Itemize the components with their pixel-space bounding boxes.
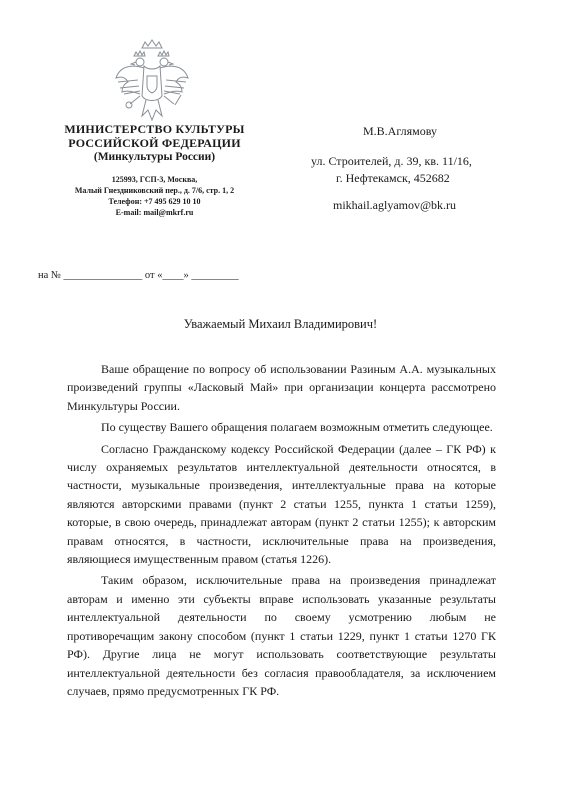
recipient-email: mikhail.aglyamov@bk.ru [333, 198, 457, 212]
recipient-name: М.В.Аглямову [363, 124, 438, 138]
ministry-email: E-mail: mail@mkrf.ru [115, 208, 194, 217]
body-paragraph-1: Ваше обращение по вопросу об использовании Разиным А.А. музыкальных произведений группы «Ласковый Май» при организации концерта рассмотрено Минкультуры России. [67, 362, 496, 413]
ministry-name-line2: РОССИЙСКОЙ ФЕДЕРАЦИИ [68, 136, 241, 150]
ministry-name-line1: МИНИСТЕРСТВО КУЛЬТУРЫ [64, 122, 245, 136]
ministry-address-line2: Малый Гнездниковский пер., д. 7/6, стр. 1, 2 [74, 186, 235, 195]
body-paragraph-2: По существу Вашего обращения полагаем возможным отметить следующее. [101, 420, 493, 435]
recipient-address-line2: г. Нефтекамск, 452682 [336, 171, 450, 185]
ministry-phone: Телефон: +7 495 629 10 10 [108, 197, 201, 206]
coat-of-arms-icon [112, 36, 192, 128]
reference-line: на № _______________ от «____» _________ [38, 270, 239, 281]
ministry-short-name: (Минкультуры России) [93, 151, 216, 163]
sender-block [52, 122, 257, 218]
ministry-address-line1: 125993, ГСП-3, Москва, [111, 175, 198, 184]
recipient-address-line1: ул. Строителей, д. 39, кв. 11/16, [311, 154, 472, 168]
body-paragraph-3: Согласно Гражданскому кодексу Российской Федерации (далее – ГК РФ) к числу охраняемых результатов интеллектуальной деятельности относятся, в частности, музыкальные произведения, интеллектуальные права на которые являются авторскими правами (пункт 2 статьи 1255, пункта 1 статьи 1259), которые, в свою очередь, принадлежат авторам (пункт 2 статьи 1255); к авторским правам относятся, в частности, исключительные права на произведения, являющиеся имущественным правом (статья 1226). [67, 441, 496, 567]
letter-body [67, 360, 496, 700]
salutation: Уважаемый Михаил Владимирович! [183, 317, 378, 331]
body-paragraph-4: Таким образом, исключительные права на произведения принадлежат авторам и именно эти субъекты вправе использовать указанные результаты интеллектуальной деятельности по своему усмотрению любым не противоречащим закону способом (пункт 1 статьи 1229, пункт 1 статьи 1270 ГК РФ). Другие лица не могут использовать соответствующие результаты интеллектуальной деятельности без согласия правообладателя, за исключением случаев, прямо предусмотренных ГК РФ. [67, 573, 496, 698]
ministry-contacts [52, 174, 257, 218]
